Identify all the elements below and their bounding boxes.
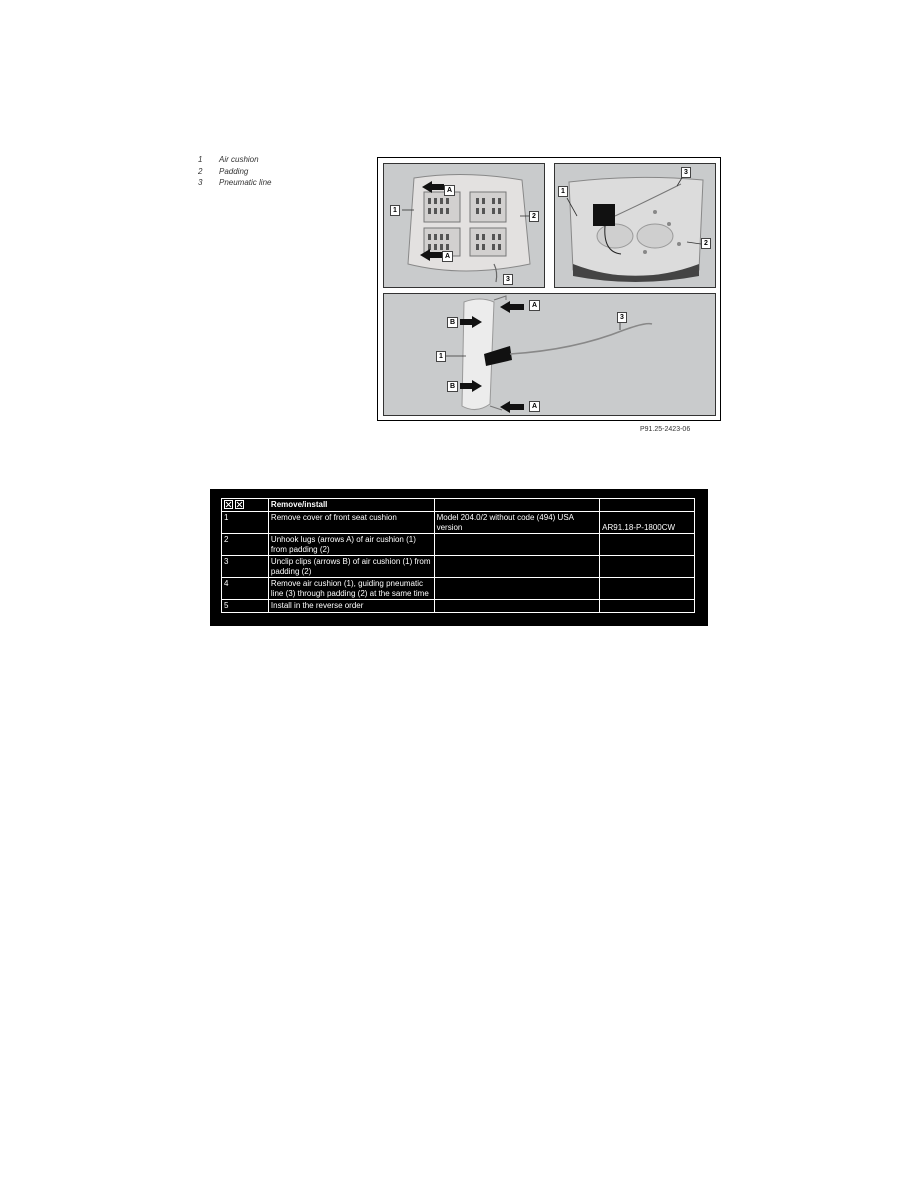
step-info: Model 204.0/2 without code (494) USA version	[434, 512, 600, 534]
callout-label: B	[447, 381, 458, 392]
figure-code: P91.25-2423-06	[640, 426, 691, 433]
callout-label: 2	[529, 211, 539, 222]
step-text: Remove air cushion (1), guiding pneumatic line (3) through padding (2) at the same time	[268, 578, 434, 600]
step-info	[434, 578, 600, 600]
arrow-a-icon	[500, 401, 524, 413]
step-reference-link	[600, 578, 695, 600]
table-header-row	[222, 499, 695, 512]
callout-label: A	[442, 251, 453, 262]
callout-label: 2	[701, 238, 711, 249]
step-info	[434, 600, 600, 613]
header-empty-cell	[434, 499, 600, 512]
step-reference-link	[600, 534, 695, 556]
remove-install-table	[221, 498, 695, 613]
table-row	[222, 578, 695, 600]
step-number: 4	[222, 578, 269, 600]
table-row	[222, 512, 695, 534]
legend-number: 1	[198, 155, 203, 164]
header-empty-cell	[600, 499, 695, 512]
figure-legend	[198, 154, 271, 189]
illustration-panel-cushion-installed	[554, 163, 716, 288]
remove-install-table-container	[210, 489, 708, 626]
legend-number: 3	[198, 178, 203, 187]
step-text: Install in the reverse order	[268, 600, 434, 613]
illustration-panel-padding-bottom	[383, 163, 545, 288]
callout-label: A	[529, 300, 540, 311]
illustration-panel-cushion-removed	[383, 293, 716, 416]
legend-item	[198, 154, 271, 166]
zoom-out-icon[interactable]	[235, 500, 244, 509]
table-row	[222, 600, 695, 613]
step-number: 3	[222, 556, 269, 578]
legend-item	[198, 166, 271, 178]
callout-label: 1	[436, 351, 446, 362]
callout-label: 1	[390, 205, 400, 216]
table-row	[222, 534, 695, 556]
step-number: 1	[222, 512, 269, 534]
callout-label: 1	[558, 186, 568, 197]
callout-label: A	[444, 185, 455, 196]
step-text: Unhook lugs (arrows A) of air cushion (1) from padding (2)	[268, 534, 434, 556]
header-icons-cell	[222, 499, 269, 512]
legend-item	[198, 177, 271, 189]
callout-label: 3	[617, 312, 627, 323]
callout-label: 3	[681, 167, 691, 178]
step-info	[434, 556, 600, 578]
table-title: Remove/install	[268, 499, 434, 512]
step-number: 2	[222, 534, 269, 556]
callout-label: B	[447, 317, 458, 328]
step-reference-link	[600, 556, 695, 578]
step-reference-link	[600, 600, 695, 613]
step-reference-link[interactable]: AR91.18-P-1800CW	[600, 512, 695, 534]
legend-label: Pneumatic line	[219, 178, 272, 187]
step-info	[434, 534, 600, 556]
seat-padding-drawing	[384, 164, 545, 288]
step-text: Unclip clips (arrows B) of air cushion (1) from padding (2)	[268, 556, 434, 578]
air-cushion-installed-drawing	[555, 164, 716, 288]
zoom-in-icon[interactable]	[224, 500, 233, 509]
legend-label: Air cushion	[219, 155, 259, 164]
legend-number: 2	[198, 166, 203, 176]
arrow-a-icon	[500, 301, 524, 313]
callout-label: 3	[503, 274, 513, 285]
step-number: 5	[222, 600, 269, 613]
table-row	[222, 556, 695, 578]
legend-label: Padding	[219, 166, 249, 176]
valve-block	[593, 204, 615, 226]
air-cushion-removed-drawing	[384, 294, 716, 416]
step-text: Remove cover of front seat cushion	[268, 512, 434, 534]
illustration-figure	[377, 157, 721, 421]
callout-label: A	[529, 401, 540, 412]
